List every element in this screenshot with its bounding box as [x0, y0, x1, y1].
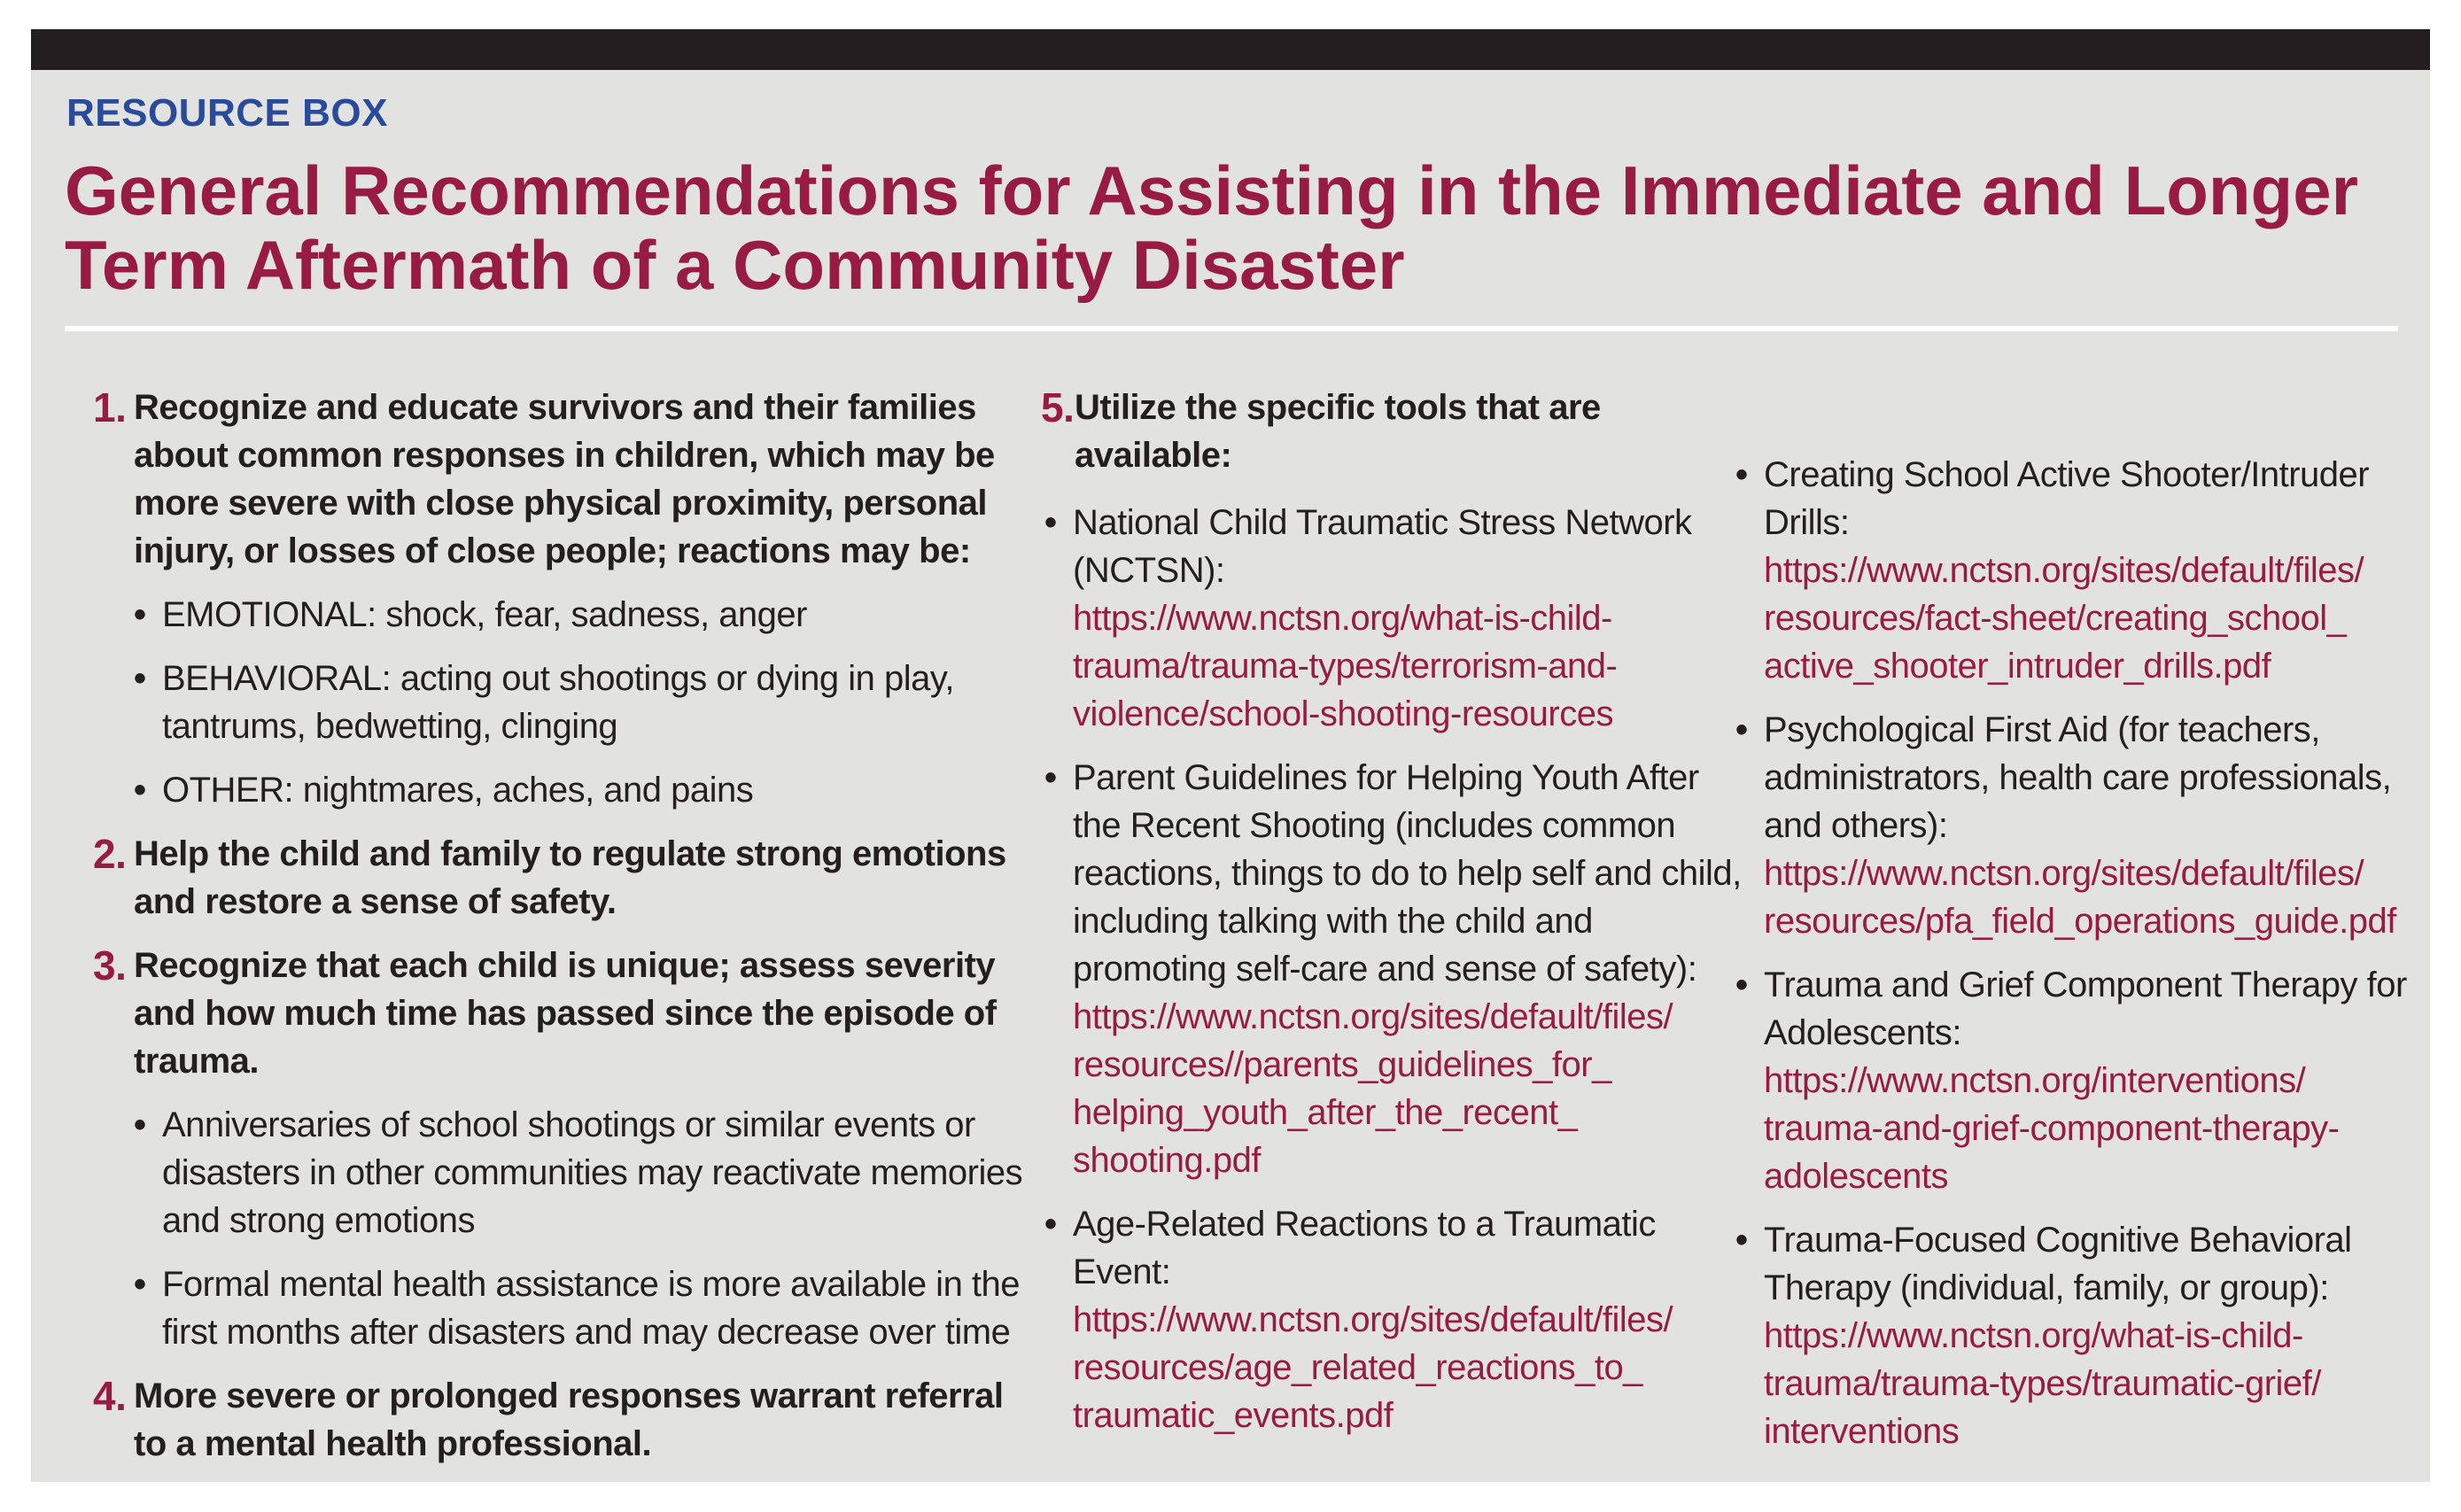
tool-name: Trauma and Grief Component Therapy for Adolescents:	[1764, 965, 2407, 1052]
list-item-text: Anniversaries of school shootings or similar events or disasters in other communities may reactivate memories and strong emotions	[162, 1105, 1023, 1240]
item-number: 3.	[93, 942, 127, 989]
recommendations-column	[65, 384, 1030, 1484]
bullet-icon: •	[134, 595, 146, 634]
item-number: 4.	[93, 1373, 127, 1419]
tools-heading	[1041, 384, 1750, 479]
item-text: Recognize that each child is unique; assess severity and how much time has passed since the episode of trauma.	[134, 946, 997, 1081]
bullet-icon: •	[1044, 503, 1057, 542]
tool-name: Age-Related Reactions to a Traumatic Event:	[1073, 1205, 1656, 1291]
list-item	[1732, 451, 2414, 690]
list-item-text: OTHER: nightmares, aches, and pains	[162, 771, 754, 810]
recommendation-3	[65, 942, 1030, 1085]
list-item	[65, 1260, 1030, 1356]
bullet-icon: •	[1044, 758, 1057, 797]
recommendation-1	[65, 384, 1030, 575]
content	[31, 29, 2430, 1482]
tool-link[interactable]: https://www.nctsn.org/sites/default/files/ resources/pfa_field_operations_guide.pdf	[1764, 854, 2396, 941]
item-text: More severe or prolonged responses warrant referral to a mental health professional.	[134, 1376, 1004, 1463]
list-item	[1732, 706, 2414, 945]
list-item	[1732, 1216, 2414, 1455]
list-item	[1041, 1200, 1750, 1439]
bullet-icon: •	[1735, 710, 1748, 749]
recommendation-3-bullets	[65, 1101, 1030, 1356]
tool-link[interactable]: https://www.nctsn.org/what-is-child- trauma/trauma-types/traumatic-grief/ interventions	[1764, 1316, 2321, 1451]
tools-column-b	[1732, 451, 2414, 1471]
tool-link[interactable]: https://www.nctsn.org/sites/default/files/ resources//parents_guidelines_for_ helping_youth_after_the_recent_ shooting.pdf	[1073, 997, 1673, 1180]
bullet-icon: •	[1735, 1221, 1748, 1260]
tool-link[interactable]: https://www.nctsn.org/sites/default/files/ resources/fact-sheet/creating_school_ active_shooter_intruder_drills.pdf	[1764, 551, 2364, 686]
tool-name: Psychological First Aid (for teachers, administrators, health care professionals, and others):	[1764, 710, 2392, 845]
list-item	[65, 1101, 1030, 1244]
item-number: 1.	[93, 384, 127, 430]
tools-list-b	[1732, 451, 2414, 1455]
bullet-icon: •	[1735, 455, 1748, 494]
item-text: Help the child and family to regulate strong emotions and restore a sense of safety.	[134, 834, 1006, 921]
tools-list-a	[1041, 499, 1750, 1439]
list-item-text: EMOTIONAL: shock, fear, sadness, anger	[162, 595, 807, 634]
tool-link[interactable]: https://www.nctsn.org/interventions/ trauma-and-grief-component-therapy- adolescents	[1764, 1061, 2340, 1196]
bullet-icon: •	[1044, 1205, 1057, 1244]
tool-name: National Child Traumatic Stress Network (NCTSN):	[1073, 503, 1692, 590]
resource-box-kicker: RESOURCE BOX	[66, 91, 388, 135]
list-item	[1041, 754, 1750, 1184]
bullet-icon: •	[1735, 965, 1748, 1004]
tools-column-a	[1041, 384, 1750, 1455]
recommendation-1-bullets	[65, 591, 1030, 814]
item-number: 5.	[1041, 384, 1075, 430]
list-item	[1732, 961, 2414, 1200]
tool-link[interactable]: https://www.nctsn.org/what-is-child- trauma/trauma-types/terrorism-and- violence/school-shooting-resources	[1073, 599, 1618, 733]
bullet-icon: •	[134, 1105, 146, 1144]
recommendation-4	[65, 1372, 1030, 1468]
page-title: General Recommendations for Assisting in the Immediate and Longer Term Aftermath of a Community Disaster	[65, 151, 2358, 304]
list-item-text: BEHAVIORAL: acting out shootings or dying in play, tantrums, bedwetting, clinging	[162, 659, 955, 746]
tool-name: Parent Guidelines for Helping Youth After the Recent Shooting (includes common reactions, things to do to help self and child, including talking with the child and promoting self-care and sense of safety):	[1073, 758, 1742, 989]
tool-link[interactable]: https://www.nctsn.org/sites/default/files/ resources/age_related_reactions_to_ traumatic_events.pdf	[1073, 1300, 1673, 1435]
list-item	[65, 766, 1030, 814]
item-text: Recognize and educate survivors and their families about common responses in children, which may be more severe with close physical proximity, personal injury, or losses of close people; reactions may be:	[134, 388, 995, 570]
resource-box	[31, 29, 2430, 1482]
recommendation-2	[65, 830, 1030, 926]
tool-name: Creating School Active Shooter/Intruder Drills:	[1764, 455, 2370, 542]
bullet-icon: •	[134, 659, 146, 698]
list-item-text: Formal mental health assistance is more available in the first months after disasters and may decrease over time	[162, 1265, 1021, 1352]
item-number: 2.	[93, 831, 127, 877]
list-item	[65, 655, 1030, 750]
list-item	[65, 591, 1030, 639]
tool-name: Trauma-Focused Cognitive Behavioral Therapy (individual, family, or group):	[1764, 1221, 2352, 1307]
tools-heading-text: Utilize the specific tools that are available:	[1075, 388, 1601, 475]
list-item	[1041, 499, 1750, 738]
bullet-icon: •	[134, 771, 146, 810]
bullet-icon: •	[134, 1265, 146, 1304]
